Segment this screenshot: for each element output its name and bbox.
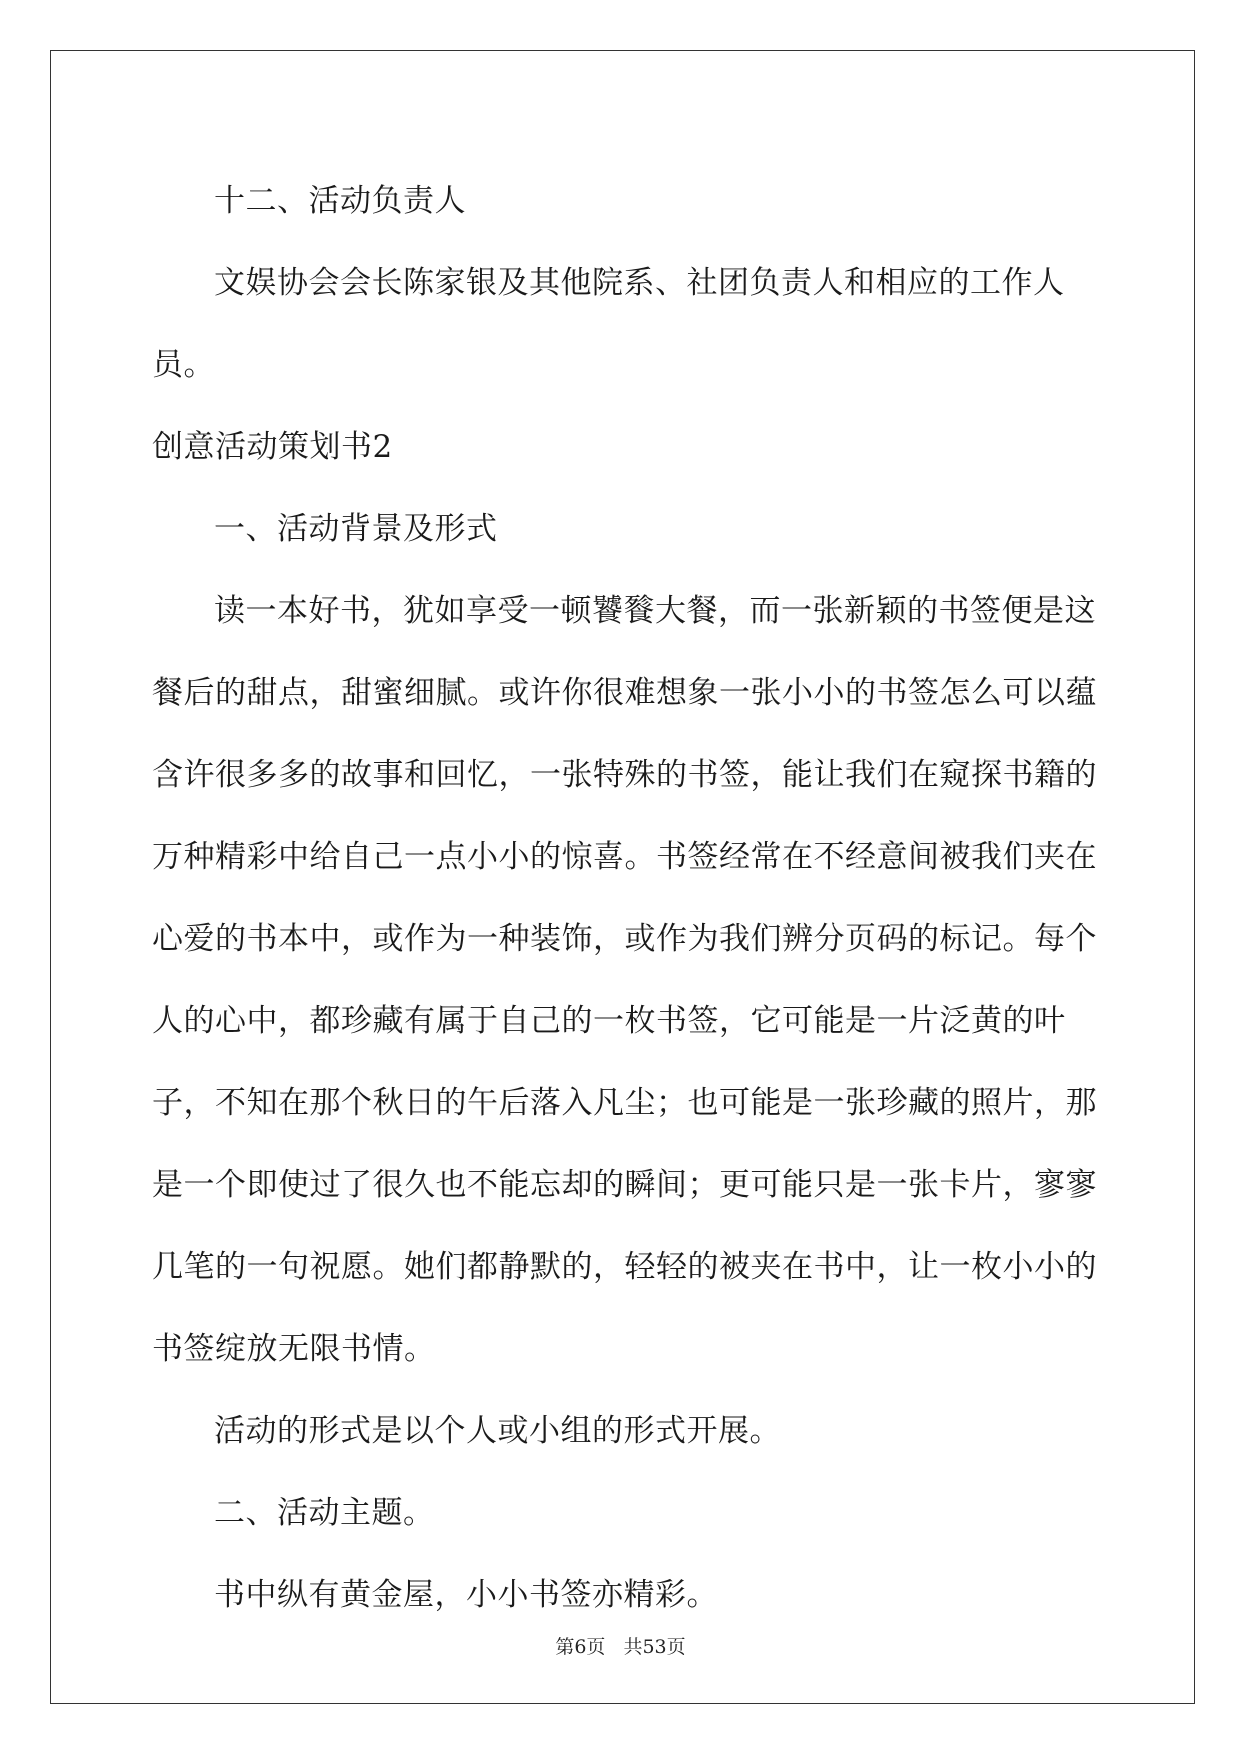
document-body [152,160,1097,1636]
heading-background: 一、活动背景及形式 [214,511,498,547]
page-number-total: 共53页 [623,1636,686,1658]
paragraph-format: 活动的形式是以个人或小组的形式开展。 [214,1413,781,1449]
heading-responsible: 十二、活动负责人 [214,183,466,219]
paragraph-responsible-detail: 文娱协会会长陈家银及其他院系、社团负责人和相应的工作人员。 [152,265,1065,383]
paragraph-theme: 书中纵有黄金屋，小小书签亦精彩。 [214,1577,718,1613]
document-title: 创意活动策划书2 [152,429,393,465]
page-footer [0,1632,1241,1659]
paragraph-background: 读一本好书，犹如享受一顿饕餮大餐，而一张新颖的书签便是这餐后的甜点，甜蜜细腻。或许你很难想象一张小小的书签怎么可以蕴含许很多多的故事和回忆，一张特殊的书签，能让我们在窥探书籍的万种精彩中给自己一点小小的惊喜。书签经常在不经意间被我们夹在心爱的书本中，或作为一种装饰，或作为我们辨分页码的标记。每个人的心中，都珍藏有属于自己的一枚书签，它可能是一片泛黄的叶子，不知在那个秋日的午后落入凡尘；也可能是一张珍藏的照片，那是一个即使过了很久也不能忘却的瞬间；更可能只是一张卡片，寥寥几笔的一句祝愿。她们都静默的，轻轻的被夹在书中，让一枚小小的书签绽放无限书情。 [152,593,1097,1367]
page-number-current: 第6页 [555,1636,606,1658]
heading-theme: 二、活动主题。 [214,1495,435,1531]
